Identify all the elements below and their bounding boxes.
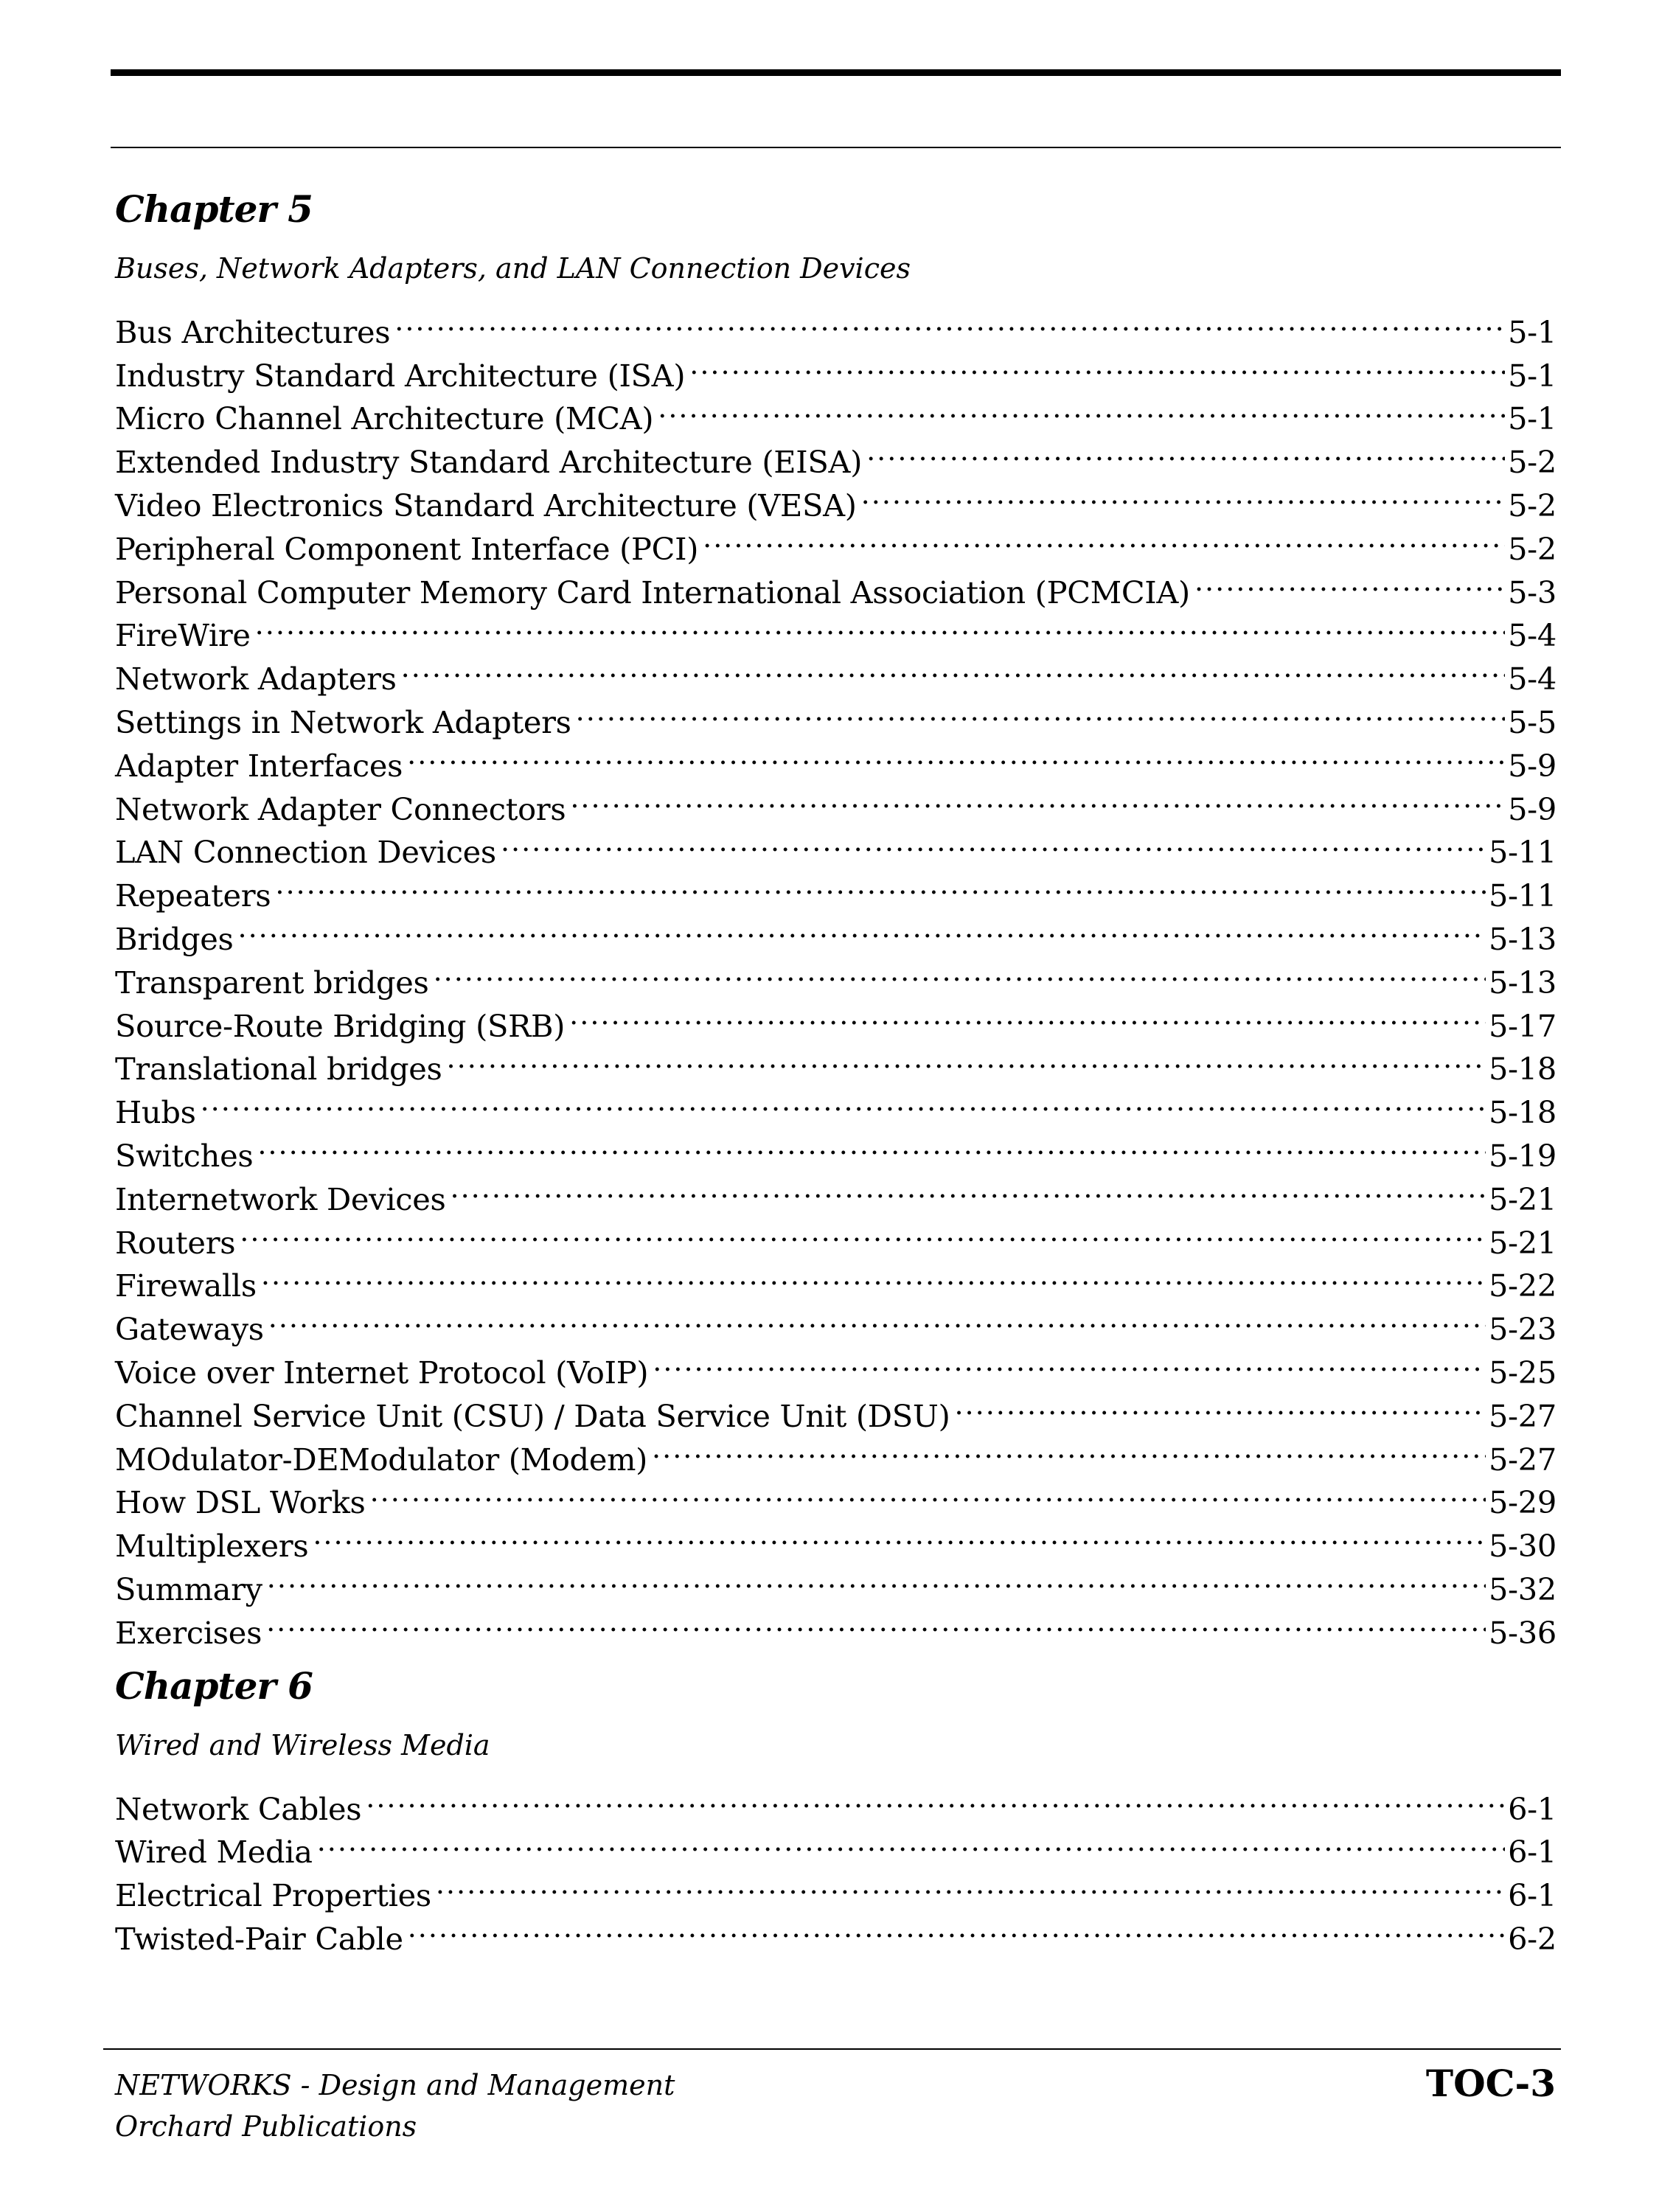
toc-entry-label: Channel Service Unit (CSU) / Data Service Unit (DSU) <box>115 1397 950 1434</box>
toc-entry[interactable] <box>115 299 1557 350</box>
toc-entry-page: 5-11 <box>1488 877 1557 914</box>
toc-entry-page: 5-18 <box>1488 1051 1557 1088</box>
toc-entry-label: Industry Standard Architecture (ISA) <box>115 357 686 394</box>
toc-entry-label: LAN Connection Devices <box>115 834 496 871</box>
toc-entry[interactable] <box>115 603 1557 654</box>
dot-leader <box>370 1470 1486 1514</box>
dot-leader <box>653 1340 1486 1383</box>
toc-entry[interactable] <box>115 1776 1557 1827</box>
dot-leader <box>447 1037 1486 1080</box>
footer-info <box>115 2065 675 2147</box>
toc-entry-label: Personal Computer Memory Card International Association (PCMCIA) <box>115 574 1190 611</box>
toc-entry-page: 5-17 <box>1488 1007 1557 1044</box>
chapter-title: Chapter 6 <box>115 1663 313 1708</box>
toc-entry-page: 5-27 <box>1488 1397 1557 1434</box>
toc-entry-page: 5-13 <box>1488 920 1557 957</box>
dot-leader <box>268 1296 1486 1340</box>
toc-entry-page: 5-1 <box>1508 400 1557 437</box>
dot-leader <box>313 1513 1486 1557</box>
toc-entry-page: 5-2 <box>1508 530 1557 567</box>
toc-entry-label: Micro Channel Architecture (MCA) <box>115 400 654 437</box>
dot-leader <box>407 733 1505 776</box>
toc-entry-label: Electrical Properties <box>115 1877 431 1914</box>
toc-entry-page: 5-21 <box>1488 1180 1557 1217</box>
toc-entry-label: Settings in Network Adapters <box>115 703 571 740</box>
toc-entry-label: Network Adapters <box>115 661 397 698</box>
toc-entry[interactable] <box>115 1513 1557 1565</box>
toc-entry-page: 5-3 <box>1508 574 1557 611</box>
dot-leader <box>576 689 1505 733</box>
toc-entry-page: 5-29 <box>1488 1484 1557 1521</box>
dot-leader <box>569 993 1486 1037</box>
dot-leader <box>366 1776 1505 1820</box>
dot-leader <box>266 1600 1486 1644</box>
dot-leader <box>394 299 1505 343</box>
toc-entry-page: 5-9 <box>1508 790 1557 827</box>
chapter-6-section <box>115 1661 1557 1957</box>
toc-entry-page: 6-1 <box>1508 1790 1557 1827</box>
chapter-subtitle: Buses, Network Adapters, and LAN Connection Devices <box>115 252 911 285</box>
toc-entry-page: 5-25 <box>1488 1354 1557 1391</box>
dot-leader <box>689 343 1505 386</box>
toc-entry-page: 6-2 <box>1508 1920 1557 1957</box>
toc-entry[interactable] <box>115 950 1557 1001</box>
toc-entry[interactable] <box>115 1079 1557 1131</box>
footer-rule <box>103 2048 1561 2050</box>
toc-entry-label: Voice over Internet Protocol (VoIP) <box>115 1354 649 1391</box>
toc-entry-page: 5-32 <box>1488 1571 1557 1607</box>
toc-entry-label: Routers <box>115 1224 236 1261</box>
dot-leader <box>257 1123 1486 1166</box>
toc-entry-page: 5-5 <box>1508 703 1557 740</box>
footer-page-label: TOC-3 <box>1425 2062 1556 2105</box>
dot-leader <box>451 1166 1486 1210</box>
toc-entry-label: Network Adapter Connectors <box>115 790 566 827</box>
toc-entry[interactable] <box>115 1820 1557 1871</box>
toc-entry-label: Twisted-Pair Cable <box>115 1920 403 1957</box>
toc-entry[interactable] <box>115 863 1557 914</box>
toc-entry-label: FireWire <box>115 617 251 654</box>
dot-leader <box>954 1383 1485 1427</box>
toc-entry-page: 5-11 <box>1488 834 1557 871</box>
toc-entry-page: 5-1 <box>1508 357 1557 394</box>
dot-leader <box>267 1557 1486 1600</box>
toc-entry-label: Translational bridges <box>115 1051 442 1088</box>
toc-entry-label: Gateways <box>115 1311 264 1348</box>
toc-entry-label: Video Electronics Standard Architecture (VESA) <box>115 487 857 524</box>
toc-list <box>115 1776 1557 1957</box>
toc-entry[interactable] <box>115 1123 1557 1174</box>
header-thin-rule <box>111 147 1561 148</box>
toc-entry-label: Firewalls <box>115 1267 257 1304</box>
toc-entry-label: Internetwork Devices <box>115 1180 446 1217</box>
toc-entry[interactable] <box>115 1863 1557 1914</box>
chapter-subtitle: Wired and Wireless Media <box>115 1728 490 1761</box>
dot-leader <box>866 429 1505 473</box>
toc-entry-page: 5-19 <box>1488 1137 1557 1174</box>
dot-leader <box>261 1253 1486 1297</box>
toc-entry-label: Switches <box>115 1137 254 1174</box>
toc-entry-label: How DSL Works <box>115 1484 366 1521</box>
toc-entry-page: 6-1 <box>1508 1877 1557 1914</box>
toc-entry[interactable] <box>115 1340 1557 1391</box>
dot-leader <box>317 1820 1505 1863</box>
toc-entry-page: 5-36 <box>1488 1614 1557 1651</box>
toc-entry-label: Wired Media <box>115 1834 313 1871</box>
dot-leader <box>201 1079 1486 1123</box>
toc-entry-page: 5-2 <box>1508 487 1557 524</box>
dot-leader <box>1194 560 1505 603</box>
footer-publisher: Orchard Publications <box>115 2110 417 2143</box>
dot-leader <box>652 1427 1486 1470</box>
dot-leader <box>255 603 1505 647</box>
toc-entry-label: Transparent bridges <box>115 964 429 1001</box>
toc-entry-page: 6-1 <box>1508 1834 1557 1871</box>
toc-entry-page: 5-13 <box>1488 964 1557 1001</box>
toc-entry-label: Source-Route Bridging (SRB) <box>115 1007 566 1044</box>
toc-entry-page: 5-2 <box>1508 444 1557 481</box>
toc-entry-page: 5-30 <box>1488 1528 1557 1565</box>
toc-entry-page: 5-4 <box>1508 617 1557 654</box>
toc-entry[interactable] <box>115 1253 1557 1304</box>
toc-entry-label: Repeaters <box>115 877 271 914</box>
toc-entry-label: Network Cables <box>115 1790 362 1827</box>
toc-entry-label: Peripheral Component Interface (PCI) <box>115 530 699 567</box>
toc-entry-page: 5-23 <box>1488 1311 1557 1348</box>
dot-leader <box>401 646 1505 689</box>
chapter-5-section <box>115 184 1557 1651</box>
dot-leader <box>436 1863 1505 1906</box>
toc-entry[interactable] <box>115 1296 1557 1348</box>
toc-entry-page: 5-22 <box>1488 1267 1557 1304</box>
toc-entry-page: 5-27 <box>1488 1441 1557 1478</box>
toc-entry-label: Extended Industry Standard Architecture (EISA) <box>115 444 863 481</box>
dot-leader <box>501 820 1486 863</box>
dot-leader <box>238 906 1486 950</box>
chapter-title: Chapter 5 <box>115 187 313 231</box>
toc-entry-label: Bus Architectures <box>115 313 391 350</box>
dot-leader <box>570 776 1505 820</box>
toc-entry-page: 5-4 <box>1508 661 1557 698</box>
toc-entry[interactable] <box>115 1210 1557 1261</box>
toc-entry[interactable] <box>115 1166 1557 1217</box>
dot-leader <box>861 473 1505 516</box>
dot-leader <box>703 516 1505 560</box>
toc-entry-label: Summary <box>115 1571 262 1607</box>
toc-entry-page: 5-9 <box>1508 747 1557 784</box>
toc-entry-label: Adapter Interfaces <box>115 747 403 784</box>
dot-leader <box>658 386 1505 430</box>
toc-list <box>115 299 1557 1651</box>
toc-entry-page: 5-18 <box>1488 1094 1557 1131</box>
dot-leader <box>275 863 1486 906</box>
toc-entry-page: 5-21 <box>1488 1224 1557 1261</box>
toc-content <box>115 184 1557 1957</box>
toc-entry-label: Exercises <box>115 1614 262 1651</box>
toc-entry[interactable] <box>115 906 1557 957</box>
dot-leader <box>240 1210 1486 1253</box>
toc-entry-label: Hubs <box>115 1094 196 1131</box>
toc-entry-label: Multiplexers <box>115 1528 309 1565</box>
toc-entry[interactable] <box>115 646 1557 698</box>
toc-entry-label: MOdulator-DEModulator (Modem) <box>115 1441 648 1478</box>
dot-leader <box>434 950 1486 993</box>
toc-entry[interactable] <box>115 1557 1557 1607</box>
footer-book-title: NETWORKS - Design and Management <box>115 2069 675 2101</box>
dot-leader <box>408 1906 1505 1950</box>
toc-entry-label: Bridges <box>115 920 234 957</box>
toc-entry-page: 5-1 <box>1508 313 1557 350</box>
toc-entry[interactable] <box>115 1600 1557 1651</box>
header-thick-rule <box>111 69 1561 76</box>
